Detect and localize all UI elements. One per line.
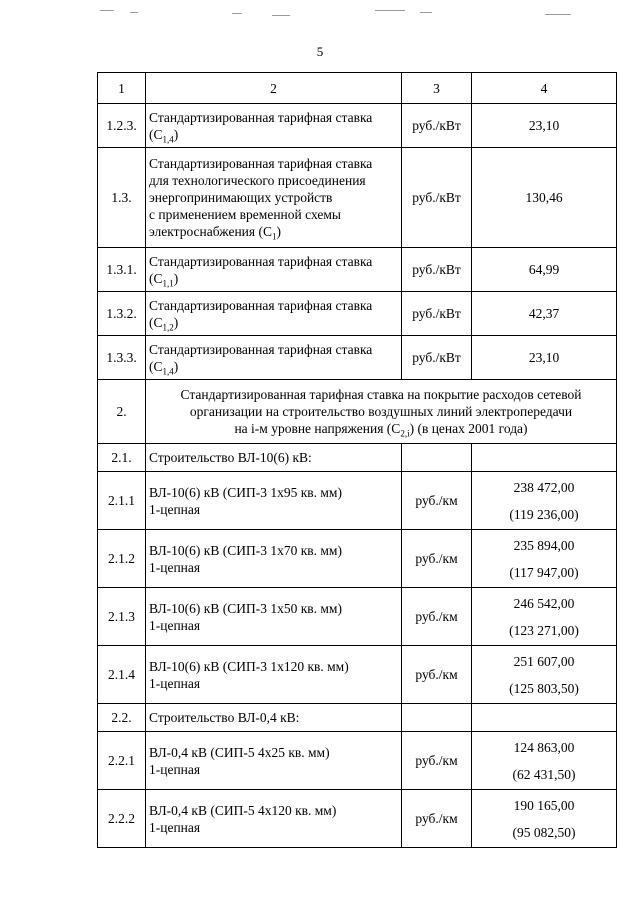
row-unit: руб./кВт [402,292,472,336]
row-value: 64,99 [472,248,617,292]
section-row [98,380,617,444]
table-row [98,472,617,530]
table-row [98,148,617,248]
row-unit: руб./км [402,530,472,588]
row-description: ВЛ-10(6) кВ (СИП-3 1х120 кв. мм) 1-цепная [146,646,402,704]
row-number: 1.3. [98,148,146,248]
row-number: 1.3.3. [98,336,146,380]
row-description: ВЛ-10(6) кВ (СИП-3 1х70 кв. мм) 1-цепная [146,530,402,588]
row-value: 130,46 [472,148,617,248]
table-row [98,292,617,336]
row-number: 2.1.3 [98,588,146,646]
row-value: 23,10 [472,104,617,148]
table-row [98,336,617,380]
row-value: 124 863,00 (62 431,50) [472,732,617,790]
group-row [98,444,617,472]
row-value: 23,10 [472,336,617,380]
row-number: 1.3.2. [98,292,146,336]
row-unit: руб./км [402,646,472,704]
row-value: 42,37 [472,292,617,336]
group-row [98,704,617,732]
row-description: ВЛ-10(6) кВ (СИП-3 1х50 кв. мм) 1-цепная [146,588,402,646]
row-number: 2. [98,380,146,444]
row-number: 1.3.1. [98,248,146,292]
scan-artifact [272,15,290,16]
header-cell: 2 [146,73,402,104]
row-value: 251 607,00 (125 803,50) [472,646,617,704]
row-number: 2.1.1 [98,472,146,530]
scan-artifact [130,12,138,13]
row-number: 2.1. [98,444,146,472]
row-description: Стандартизированная тарифная ставка $(С_{1,4})$ [146,104,402,148]
table-row [98,104,617,148]
row-unit: руб./кВт [402,148,472,248]
row-value: 235 894,00 (117 947,00) [472,530,617,588]
tariff-table [97,72,617,848]
group-label: Строительство ВЛ-10(6) кВ: [146,444,402,472]
row-number: 2.2.1 [98,732,146,790]
row-number: 2.1.4 [98,646,146,704]
header-cell: 4 [472,73,617,104]
table-row [98,588,617,646]
row-value: 246 542,00 (123 271,00) [472,588,617,646]
section-title: Стандартизированная тарифная ставка на покрытие расходов сетевой организации на строительство воздушных линий электропередачи на i-м уровне напряжения $(С_{2,i})$ (в ценах 2001 года) [146,380,617,444]
row-unit: руб./км [402,790,472,848]
row-description: Стандартизированная тарифная ставка $(С_{1,1})$ [146,248,402,292]
row-description: Стандартизированная тарифная ставка для технологического присоединения энергопринимающих устройств с применением временной схемы электроснабжения $(С_1)$ [146,148,402,248]
row-description: ВЛ-0,4 кВ (СИП-5 4х25 кв. мм) 1-цепная [146,732,402,790]
row-unit: руб./кВт [402,336,472,380]
header-cell: 3 [402,73,472,104]
row-number: 2.1.2 [98,530,146,588]
scan-artifact [100,10,114,11]
row-description: Стандартизированная тарифная ставка $(С_{1,2})$ [146,292,402,336]
header-cell: 1 [98,73,146,104]
table-row [98,790,617,848]
row-description: Стандартизированная тарифная ставка $(С_{1,4})$ [146,336,402,380]
group-label: Строительство ВЛ-0,4 кВ: [146,704,402,732]
table-header-row [98,73,617,104]
scan-artifact [545,14,571,15]
row-number: 2.2.2 [98,790,146,848]
table-row [98,530,617,588]
row-value: 238 472,00 (119 236,00) [472,472,617,530]
row-description: ВЛ-10(6) кВ (СИП-3 1х95 кв. мм) 1-цепная [146,472,402,530]
row-number: 1.2.3. [98,104,146,148]
table-row [98,248,617,292]
scan-artifact [420,12,432,13]
row-number: 2.2. [98,704,146,732]
row-unit: руб./км [402,588,472,646]
scan-artifact [232,13,242,14]
page-number: 5 [316,44,324,59]
row-description: ВЛ-0,4 кВ (СИП-5 4х120 кв. мм) 1-цепная [146,790,402,848]
table-row [98,646,617,704]
row-value: 190 165,00 (95 082,50) [472,790,617,848]
row-unit: руб./кВт [402,104,472,148]
row-unit: руб./кВт [402,248,472,292]
row-unit: руб./км [402,472,472,530]
scan-artifact [375,10,405,11]
table-row [98,732,617,790]
row-unit: руб./км [402,732,472,790]
